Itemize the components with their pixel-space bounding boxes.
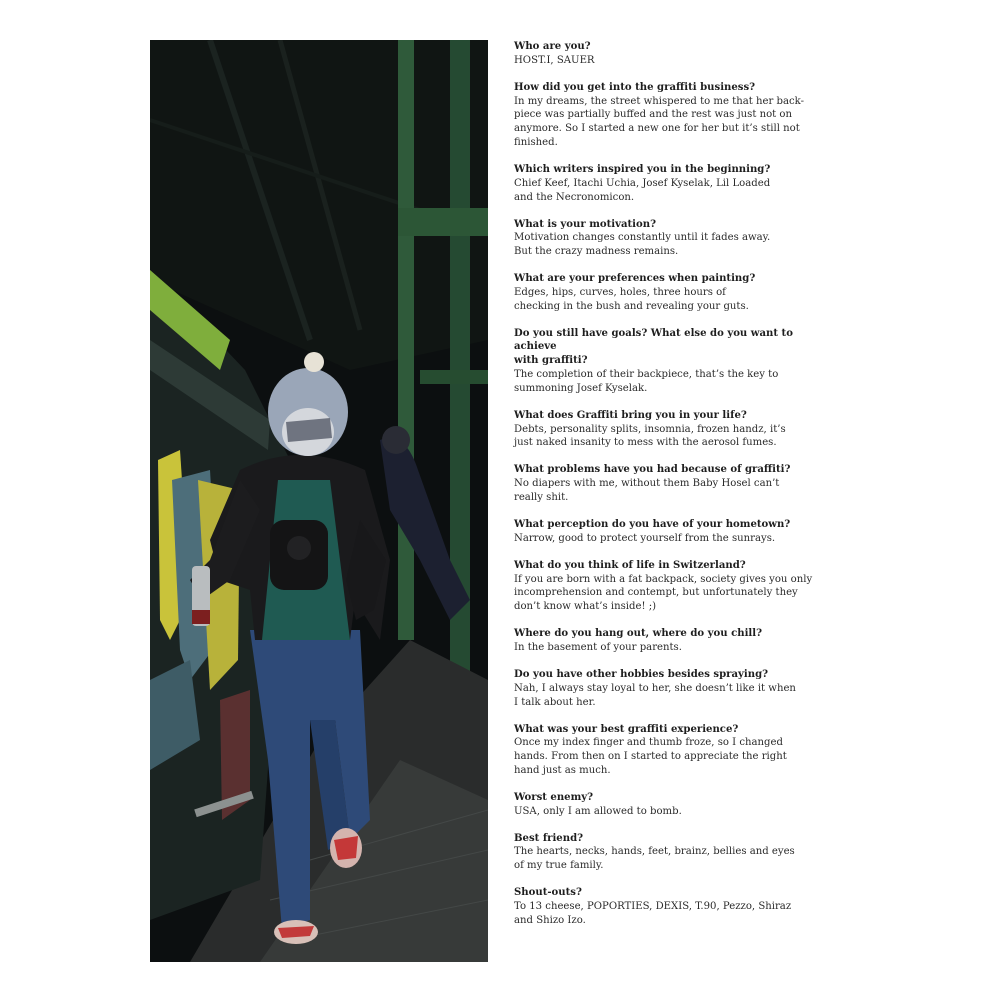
answer-line: don’t know what’s inside! ;) <box>514 601 657 613</box>
qa-block <box>514 791 814 819</box>
qa-block <box>514 40 814 68</box>
answer-line: piece was partially buffed and the rest was just not on <box>514 109 793 121</box>
question: Shout-outs? <box>514 887 582 899</box>
qa-block <box>514 409 814 450</box>
question: Do you still have goals? What else do you want to achieve <box>514 327 793 353</box>
answer-line: If you are born with a fat backpack, society gives you only <box>514 573 813 585</box>
qa-block <box>514 327 814 396</box>
qa-block <box>514 627 814 655</box>
question: Do you have other hobbies besides spraying? <box>514 668 769 680</box>
answer-line: I talk about her. <box>514 696 596 708</box>
answer-line: hand just as much. <box>514 764 611 776</box>
qa-block <box>514 163 814 204</box>
photo-panel <box>150 40 488 962</box>
answer-line: incomprehension and contempt, but unfortunately they <box>514 587 798 599</box>
question: What is your motivation? <box>514 218 656 230</box>
question: What was your best graffiti experience? <box>514 723 739 735</box>
answer-line: To 13 cheese, POPORTIES, DEXIS, T.90, Pezzo, Shiraz <box>514 901 792 913</box>
question: How did you get into the graffiti business? <box>514 81 756 93</box>
answer-line: really shit. <box>514 492 569 504</box>
answer-line: and Shizo Izo. <box>514 914 586 926</box>
qa-block <box>514 886 814 927</box>
question: Where do you hang out, where do you chill? <box>514 628 763 640</box>
qa-block <box>514 559 814 614</box>
qa-block <box>514 81 814 150</box>
answer-line: anymore. So I started a new one for her but it’s still not <box>514 123 800 135</box>
answer-line: finished. <box>514 136 558 148</box>
answer-line: of my true family. <box>514 860 604 872</box>
green-girder <box>398 40 414 640</box>
question: Which writers inspired you in the beginning? <box>514 163 771 175</box>
answer-line: and the Necronomicon. <box>514 191 635 203</box>
answer-line: Debts, personality splits, insomnia, frozen handz, it’s <box>514 423 786 435</box>
question: What are your preferences when painting? <box>514 273 756 285</box>
answer-line: In the basement of your parents. <box>514 641 682 653</box>
question: What do you think of life in Switzerland? <box>514 559 746 571</box>
answer-line: But the crazy madness remains. <box>514 246 679 258</box>
answer-line: summoning Josef Kyselak. <box>514 382 648 394</box>
qa-block <box>514 463 814 504</box>
qa-block <box>514 518 814 546</box>
answer-line: Nah, I always stay loyal to her, she doesn’t like it when <box>514 682 796 694</box>
answer-line: Motivation changes constantly until it fades away. <box>514 232 771 244</box>
answer-line: No diapers with me, without them Baby Hosel can’t <box>514 478 780 490</box>
answer-line: In my dreams, the street whispered to me that her back- <box>514 95 805 107</box>
qa-block <box>514 832 814 873</box>
answer-line: The completion of their backpiece, that’s the key to <box>514 369 779 381</box>
interview-column <box>514 40 814 962</box>
answer-line: Edges, hips, curves, holes, three hours of <box>514 286 726 298</box>
qa-block <box>514 218 814 259</box>
answer-line: just naked insanity to mess with the aerosol fumes. <box>514 437 777 449</box>
answer-line: hands. From then on I started to appreciate the right <box>514 751 787 763</box>
answer-line: Chief Keef, Itachi Uchia, Josef Kyselak, Lil Loaded <box>514 177 771 189</box>
qa-block <box>514 723 814 778</box>
question: Best friend? <box>514 832 584 844</box>
answer-line: Narrow, good to protect yourself from the sunrays. <box>514 532 776 544</box>
question: What perception do you have of your hometown? <box>514 519 791 531</box>
qa-block <box>514 668 814 709</box>
question: Who are you? <box>514 41 591 52</box>
answer-line: checking in the bush and revealing your guts. <box>514 300 749 312</box>
question: What does Graffiti bring you in your life? <box>514 409 747 421</box>
question: with graffiti? <box>514 355 588 367</box>
question: Worst enemy? <box>514 791 594 803</box>
answer-line: HOST.I, SAUER <box>514 54 595 66</box>
graffiti-writer-photo <box>150 40 488 962</box>
qa-block <box>514 272 814 313</box>
answer-line: Once my index finger and thumb froze, so I changed <box>514 737 783 749</box>
answer-line: The hearts, necks, hands, feet, brainz, bellies and eyes <box>514 846 795 858</box>
answer-line: USA, only I am allowed to bomb. <box>514 805 682 817</box>
question: What problems have you had because of graffiti? <box>514 464 791 476</box>
